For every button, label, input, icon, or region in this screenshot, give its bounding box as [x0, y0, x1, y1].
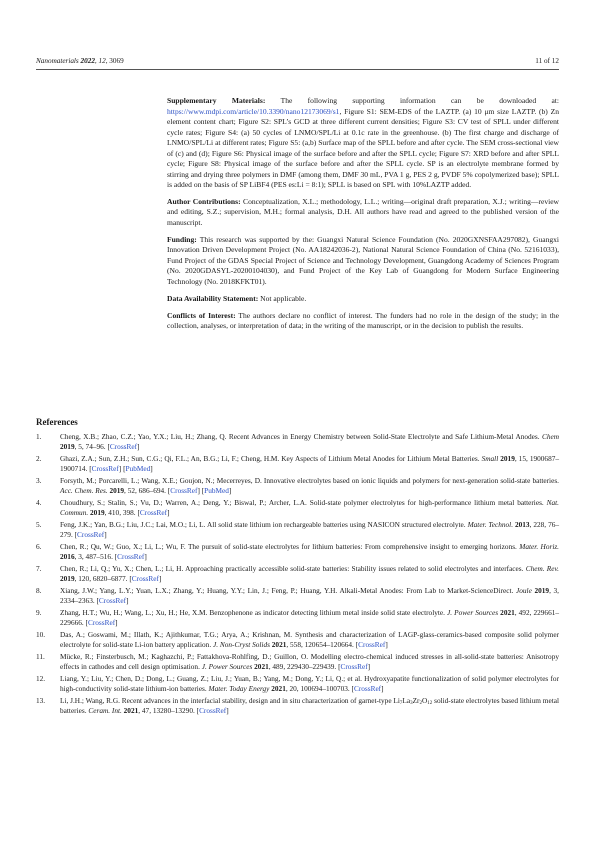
data-availability-label: Data Availability Statement: — [167, 293, 259, 303]
reference-text: Ghazi, Z.A.; Sun, Z.H.; Sun, C.G.; Qi, F.L.; An, B.G.; Li, F.; Cheng, H.M. Key Aspects of Lithium Metal Anodes for Lithium Metal Batteries. — [60, 454, 482, 463]
reference-journal: J. Power Sources — [201, 662, 253, 672]
reference-item — [36, 454, 559, 475]
reference-year: 2021 — [271, 684, 286, 694]
reference-text: solid-state electrolytes based lithium metal batteries. — [60, 696, 559, 716]
reference-text: Cheng, X.B.; Zhao, C.Z.; Yao, Y.X.; Liu, H.; Zhang, Q. Recent Advances in Energy Chemistry between Solid-State Electrolyte and Safe Lithium-Metal Anodes. — [60, 432, 542, 441]
funding-section: Funding: This research was supported by the: Guangxi Natural Science Foundation (No. 2020GXNSFAA297082), Guangxi Innovation Driven Development Project (No. AA18242036-2), National Natural Science Foundation of China (No. 52161033), Fund Project of the GDAS Special Project of Science and Technology Development, Guangdong Academy of Sciences Program (No. 2020GDASYL-20200104030), and Fund Project of the Key Lab of Guangdong for Modern Surface Engineering Technology (No. 2018KFKT01). — [167, 234, 559, 286]
reference-crossref-link[interactable]: CrossRef — [358, 640, 386, 650]
reference-text: Das, A.; Goswami, M.; Illath, K.; Ajithkumar, T.G.; Arya, A.; Krishnan, M. Synthesis and characterization of LAGP-glass-ceramics-based composite solid polymer electrolyte for solid-state Li-ion battery application. — [60, 630, 559, 650]
reference-number: 3. — [36, 476, 42, 485]
reference-item — [36, 696, 559, 717]
reference-link-wrapper: [CrossRef] — [96, 596, 129, 606]
reference-journal: Nat. Commun. — [60, 498, 559, 518]
reference-journal: Mater. Horiz. — [519, 542, 560, 551]
reference-crossref-link[interactable]: CrossRef — [91, 464, 119, 474]
reference-item — [36, 542, 559, 563]
reference-year: 2019 — [109, 486, 125, 496]
funding-label: Funding: — [167, 234, 197, 244]
reference-list — [36, 432, 559, 718]
reference-link-wrapper: [CrossRef] — [85, 618, 118, 628]
reference-year: 2019 — [90, 508, 105, 518]
article-number: 3069 — [109, 57, 124, 65]
reference-link-wrapper: [CrossRef] — [137, 508, 170, 518]
reference-item — [36, 630, 559, 651]
reference-number: 2. — [36, 454, 42, 463]
reference-link-wrapper: [CrossRef] — [355, 640, 388, 650]
header-rule — [36, 69, 559, 70]
reference-link-wrapper: [CrossRef] — [74, 530, 107, 540]
reference-link-wrapper: [PubMed] — [201, 486, 232, 496]
reference-details: , 492, 229661–229666. — [60, 608, 560, 628]
reference-crossref-link[interactable]: CrossRef — [77, 530, 105, 540]
reference-link-wrapper: [CrossRef] — [196, 706, 229, 716]
journal-volume: 12 — [98, 57, 106, 65]
reference-text: Mücke, R.; Finsterbusch, M.; Kaghazchi, P.; Fattakhova-Rohlfing, D.; Guillon, O. Modelling electro-chemical induced stresses in all-solid-state batteries: Anisotropy effects in cathodes and cell design optimisation. — [60, 652, 559, 672]
reference-year: 2021 — [123, 706, 139, 716]
reference-journal: Acc. Chem. Res. — [60, 486, 108, 496]
reference-text: Liang, Y.; Liu, Y.; Chen, D.; Dong, L.; Guang, Z.; Liu, J.; Yuan, B.; Yang, M.; Dong, Y.; Li, Q.; et al. Hydroxyapatite functionalization of solid polymer electrolytes for high-conductivity solid-state lithium-ion batteries. — [60, 674, 559, 694]
reference-number: 11. — [36, 652, 45, 661]
reference-number: 4. — [36, 498, 42, 507]
reference-link-wrapper: [CrossRef] — [129, 574, 162, 584]
reference-number: 1. — [36, 432, 42, 441]
reference-journal: Small — [481, 454, 499, 463]
reference-item — [36, 608, 559, 629]
reference-year: 2019 — [60, 574, 75, 584]
reference-crossref-link[interactable]: CrossRef — [353, 684, 382, 694]
reference-year: 2021 — [500, 608, 515, 617]
reference-number: 6. — [36, 542, 42, 551]
reference-number: 8. — [36, 586, 42, 595]
reference-year: 2019 — [60, 442, 75, 452]
reference-details: , 47, 13280–13290. — [138, 706, 197, 716]
reference-number: 12. — [36, 674, 46, 683]
reference-item — [36, 432, 559, 453]
reference-number: 13. — [36, 696, 46, 705]
reference-details: , 15, 1900687–1900714. — [60, 454, 560, 474]
formula-subscript: 2 — [419, 701, 422, 706]
reference-crossref-link[interactable]: CrossRef — [199, 706, 227, 716]
contributions-section: Author Contributions: Conceptualization, X.L.; methodology, L.L.; writing—original draft preparation, X.J.; writing—review and editing, S.Z.; supervision, M.H.; formal analysis, D.H. All authors have read and agreed to the published version of the manuscript. — [167, 196, 559, 227]
reference-text: Feng, J.K.; Yan, B.G.; Liu, J.C.; Lai, M.O.; Li, L. All solid state lithium ion rechargeable batteries using NASICON structured electrolyte. — [60, 520, 468, 529]
running-header: Nanomaterials 2022, 12, 3069 11 of 12 — [36, 57, 559, 65]
reference-journal: Ceram. Int. — [88, 706, 122, 716]
reference-number: 7. — [36, 564, 42, 573]
reference-details: , 410, 398. — [104, 508, 138, 518]
reference-item — [36, 652, 559, 673]
reference-crossref-link[interactable]: CrossRef — [117, 552, 145, 562]
reference-details: , 228, 76–279. — [60, 520, 560, 540]
journal-name: Nanomaterials — [36, 57, 79, 65]
formula-subscript: 12 — [427, 701, 433, 706]
formula-element: Zr — [412, 696, 420, 705]
reference-link-wrapper: [CrossRef] — [338, 662, 371, 672]
conflicts-label: Conflicts of Interest: — [167, 310, 236, 320]
reference-link-wrapper: [CrossRef] — [114, 552, 147, 562]
reference-crossref-link[interactable]: CrossRef — [98, 596, 127, 606]
reference-text: Chen, R.; Li, Q.; Yu, X.; Chen, L.; Li, H. Approaching practically accessible solid-state batteries: Stability issues related to solid electrolytes and interfaces. — [60, 564, 526, 573]
reference-crossref-link[interactable]: CrossRef — [87, 618, 116, 628]
reference-details: , 489, 229430–229439. — [268, 662, 339, 672]
reference-details: , 3, 2334–2363. — [60, 586, 560, 606]
reference-link-wrapper: [PubMed] — [123, 464, 153, 474]
conflicts-section: Conflicts of Interest: The authors declare no conflict of interest. The funders had no role in the design of the study; in the collection, analyses, or interpretation of data; in the writing of the manuscript, or in the decision to publish the results. — [167, 310, 559, 331]
reference-details: , 20, 100694–100703. — [285, 684, 352, 694]
reference-journal: Chem. Rev. — [525, 564, 560, 573]
reference-crossref-link[interactable]: CrossRef — [131, 574, 159, 584]
formula-subscript: 3 — [410, 701, 413, 706]
reference-journal: Chem — [541, 432, 559, 441]
reference-item — [36, 498, 559, 519]
supplementary-section: Supplementary Materials: The following supporting information can be downloaded at: https://www.mdpi.com/article/10.3390/nano12173069/s1, Figure S1: SEM-EDS of the LAZTP. (a) 10 μm size LAZTP. (b) Zn element content chart; Figure S2: SPL’s GCD at three different current densities; Figure S3: CV test of SPLL under different cycle rates; Figure S4: (a) 50 cycles of LNMO/SPL/Li at 0.1c rate in the greenhouse. (b) The first charge and discharge of LNMO/SPL/Li at different rates; Figure S5: (a,b) Surface map of the SPLL before and after cycle. The SEM cross-sectional view of (c) and (d); Figure S6: Physical image of the surface before and after the SPLL cycle; Figure S7: XRD before and after SPLL cycle; Figure S8: Physical image of the surface before and after the SPLL cycle. SP is an electrolyte membrane formed by stirring and drying three polymers in DMF (among them, DMF 30 mL, PVA 1 g, PES 2 g, PVDF 5% copolymerized base); SPLL is added on the basis of SP LiBF4 (PES es:Li = 8:1); SPLL is based on SPL with 10%LAZTP added. — [167, 96, 559, 189]
reference-details: , 3, 487–516. — [74, 552, 115, 562]
reference-link-wrapper: [CrossRef] — [351, 684, 384, 694]
reference-details: , 120, 6820–6877. — [74, 574, 130, 584]
reference-crossref-link[interactable]: CrossRef — [139, 508, 168, 518]
reference-item — [36, 586, 559, 607]
reference-item — [36, 564, 559, 585]
reference-number: 10. — [36, 630, 46, 639]
reference-link-wrapper: [CrossRef] — [107, 442, 140, 452]
reference-journal: Joule — [516, 586, 532, 595]
reference-crossref-link[interactable]: CrossRef — [170, 486, 198, 496]
reference-number: 9. — [36, 608, 42, 617]
reference-link-wrapper: [CrossRef] — [167, 486, 200, 496]
reference-item — [36, 674, 559, 695]
reference-text: Zhang, H.T.; Wu, H.; Wang, L.; Xu, H.; He, X.M. Benzophenone as indicator detecting lithium metal inside solid state electrolyte. — [60, 608, 448, 617]
reference-details: , 52, 686–694. — [124, 486, 168, 496]
back-matter — [167, 96, 559, 338]
formula-element: O — [421, 696, 428, 705]
reference-journal: Mater. Today Energy — [208, 684, 270, 694]
reference-crossref-link[interactable]: CrossRef — [109, 442, 138, 452]
page-number: 11 of 12 — [535, 57, 559, 65]
reference-year: 2021 — [254, 662, 269, 672]
journal-year: 2022 — [80, 57, 95, 65]
reference-year: 2019 — [534, 586, 550, 595]
reference-year: 2013 — [514, 520, 530, 529]
reference-link-wrapper: [CrossRef] — [89, 464, 122, 474]
reference-year: 2016 — [60, 552, 75, 562]
reference-crossref-link[interactable]: CrossRef — [340, 662, 368, 672]
contributions-label: Author Contributions: — [167, 196, 241, 206]
reference-pubmed-link[interactable]: PubMed — [125, 464, 151, 474]
formula-element: La — [402, 696, 411, 705]
reference-journal: J. Power Sources — [447, 608, 499, 617]
data-availability-section: Data Availability Statement: Not applicable. — [167, 293, 307, 303]
reference-item — [36, 476, 559, 497]
reference-year: 2019 — [500, 454, 515, 463]
supplementary-link[interactable]: https://www.mdpi.com/article/10.3390/nano12173069/s1 — [167, 106, 340, 116]
reference-text: Chen, R.; Qu, W.; Guo, X.; Li, L.; Wu, F. The pursuit of solid-state electrolytes for lithium batteries: From comprehensive insight to emerging horizons. — [60, 542, 520, 551]
reference-journal: J. Non-Cryst Solids — [212, 640, 270, 650]
reference-journal: Mater. Technol. — [467, 520, 514, 529]
reference-details: , 5, 74–96. — [74, 442, 108, 452]
reference-item — [36, 520, 559, 541]
reference-text: Forsyth, M.; Porcarelli, L.; Wang, X.E.; Goujon, N.; Mecerreyes, D. Innovative electrolytes based on ionic liquids and polymers for next-generation solid-state batteries. — [60, 476, 559, 485]
formula-subscript: 7 — [399, 701, 403, 706]
reference-pubmed-link[interactable]: PubMed — [204, 486, 229, 496]
reference-number: 5. — [36, 520, 42, 529]
supplementary-label: Supplementary Materials: — [167, 96, 266, 105]
formula-element: Li — [393, 696, 400, 705]
reference-text: Li, J.H.; Wang, R.G. Recent advances in the interfacial stability, design and in situ characterization of garnet-type — [60, 696, 394, 705]
chemical-formula — [393, 696, 432, 705]
references-heading: References — [36, 417, 78, 427]
reference-year: 2021 — [271, 640, 287, 650]
reference-text: Xiang, J.W.; Yang, L.Y.; Yuan, L.X.; Zhang, Y.; Huang, Y.Y.; Lin, J.; Feng, P.; Huang, Y.H. Alkali-Metal Anodes: From Lab to Market-ScienceDirect. — [60, 586, 516, 595]
reference-details: , 558, 120654–120664. — [286, 640, 356, 650]
reference-text: Choudhury, S.; Stalin, S.; Vu, D.; Warren, A.; Deng, Y.; Biswal, P.; Archer, L.A. Solid-state polymer electrolytes for high-performance lithium metal batteries. — [60, 498, 547, 507]
